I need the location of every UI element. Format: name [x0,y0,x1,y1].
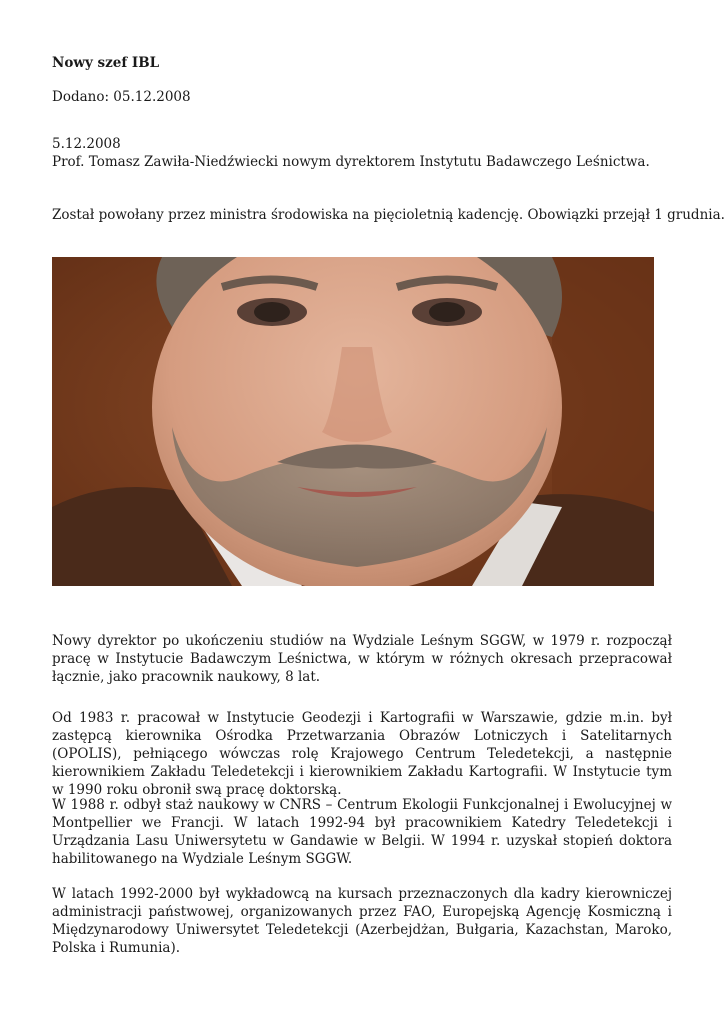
appointment-note: Został powołany przez ministra środowiska na pięcioletnią kadencję. Obowiązki przejął 1 grudnia. [52,207,725,223]
portrait-image [52,257,654,586]
article-date: 5.12.2008 [52,136,121,152]
paragraph-abroad: W 1988 r. odbył staż naukowy w CNRS – Centrum Ekologii Funkcjonalnej i Ewolucyjnej w Montpellier we Francji. W latach 1992-94 był pracownikiem Katedry Teledetekcji i Urządzania Lasu Uniwersytetu w Gandawie w Belgii. W 1994 r. uzyskał stopień doktora habilitowanego na Wydziale Leśnym SGGW. [52,797,672,867]
paragraph-education: Nowy dyrektor po ukończeniu studiów na Wydziale Leśnym SGGW, w 1979 r. rozpoczął pracę w Instytucie Badawczym Leśnictwa, w którym w różnych okresach przepracował łącznie, jako pracownik naukowy, 8 lat. [52,633,672,685]
article-title: Nowy szef IBL [52,55,160,71]
date-added: Dodano: 05.12.2008 [52,89,191,105]
article-lead: Prof. Tomasz Zawiła-Niedźwiecki nowym dyrektorem Instytutu Badawczego Leśnictwa. [52,154,650,170]
paragraph-lectures: W latach 1992-2000 był wykładowcą na kursach przeznaczonych dla kadry kierowniczej administracji państwowej, organizowanych przez FAO, Europejską Agencję Kosmiczną i Międzynarodowy Uniwersytet Teledetekcji (Azerbejdżan, Bułgaria, Kazachstan, Maroko, Polska i Rumunia). [52,886,672,956]
portrait-photo [52,257,654,586]
paragraph-career: Od 1983 r. pracował w Instytucie Geodezji i Kartografii w Warszawie, gdzie m.in. był zastępcą kierownika Ośrodka Przetwarzania Obrazów Lotniczych i Satelitarnych (OPOLIS), pełniącego wówczas rolę Krajowego Centrum Teledetekcji, a następnie kierownikiem Zakładu Teledetekcji i kierownikiem Zakładu Kartografii. W Instytucie tym w 1990 roku obronił swą pracę doktorską. [52,710,672,798]
